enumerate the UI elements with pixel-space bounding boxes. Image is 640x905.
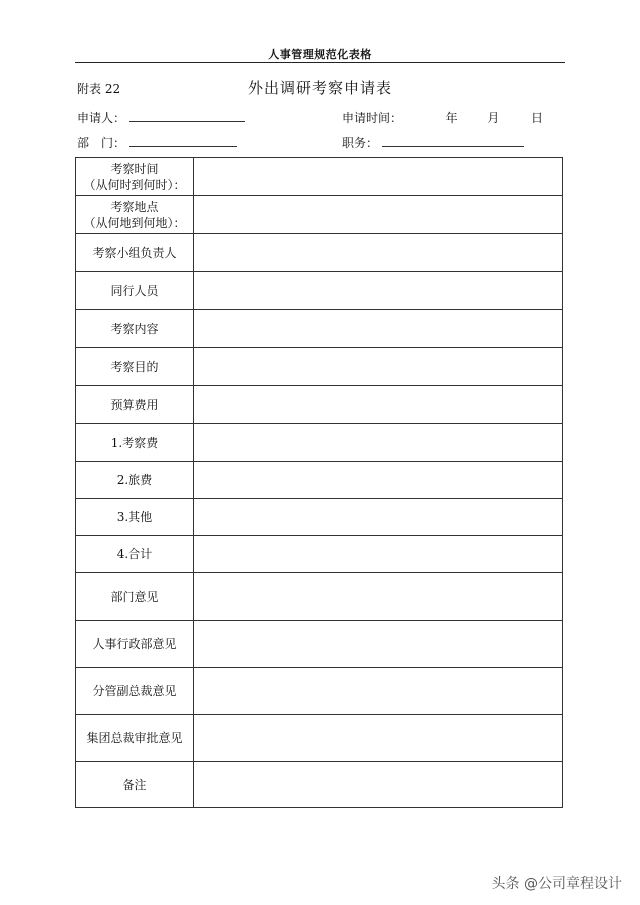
row-label-inspection-time: [76, 158, 194, 196]
table-row: [76, 310, 563, 348]
department-label: 部 门：: [77, 136, 126, 150]
row-label-hr-opinion: 人事行政部意见: [76, 621, 194, 668]
day-label: 日: [531, 111, 544, 125]
apply-time-field: [342, 109, 543, 126]
department-field: [77, 134, 237, 151]
row-label-team-leader: 考察小组负责人: [76, 234, 194, 272]
value-cell-companions[interactable]: [194, 272, 563, 310]
table-row: [76, 621, 563, 668]
attachment-number: 附表 22: [77, 82, 121, 96]
row-label-content: 考察内容: [76, 310, 194, 348]
row-label-remarks: 备注: [76, 762, 194, 808]
row-label-subtext: （从何地到何地）：: [83, 215, 186, 230]
row-label-companions: 同行人员: [76, 272, 194, 310]
value-cell-hr-opinion[interactable]: [194, 621, 563, 668]
value-cell-vp-opinion[interactable]: [194, 668, 563, 715]
row-label-inspection-location: [76, 196, 194, 234]
table-row: [76, 348, 563, 386]
form-title: 外出调研考察申请表: [247, 79, 392, 97]
value-cell-inspection-location[interactable]: [194, 196, 563, 234]
value-cell-purpose[interactable]: [194, 348, 563, 386]
value-cell-president-approval[interactable]: [194, 715, 563, 762]
value-cell-total[interactable]: [194, 536, 563, 573]
table-row: [76, 386, 563, 424]
row-label-text: 考察地点: [110, 199, 159, 214]
row-label-subtext: （从何时到何时）：: [83, 177, 186, 192]
row-label-travel-fee: 2.旅费: [76, 462, 194, 499]
table-row: [76, 715, 563, 762]
position-field: [342, 134, 524, 151]
row-label-vp-opinion: 分管副总裁意见: [76, 668, 194, 715]
row-label-dept-opinion: 部门意见: [76, 573, 194, 621]
value-cell-travel-fee[interactable]: [194, 462, 563, 499]
value-cell-content[interactable]: [194, 310, 563, 348]
applicant-label: 申请人：: [77, 111, 126, 125]
table-row: [76, 573, 563, 621]
row-label-total: 4.合计: [76, 536, 194, 573]
header-divider: [75, 62, 565, 63]
row-label-other: 3.其他: [76, 499, 194, 536]
applicant-input-line[interactable]: [129, 109, 245, 122]
position-input-line[interactable]: [382, 134, 524, 147]
table-row: [76, 196, 563, 234]
row-label-inspection-fee: 1.考察费: [76, 424, 194, 462]
table-row: [76, 272, 563, 310]
value-cell-budget[interactable]: [194, 386, 563, 424]
value-cell-dept-opinion[interactable]: [194, 573, 563, 621]
header-title: 人事管理规范化表格: [268, 48, 372, 61]
applicant-field: [77, 109, 245, 126]
table-row: [76, 536, 563, 573]
value-cell-inspection-fee[interactable]: [194, 424, 563, 462]
apply-time-label: 申请时间：: [342, 111, 403, 125]
application-table: [75, 157, 563, 808]
value-cell-team-leader[interactable]: [194, 234, 563, 272]
table-row: [76, 234, 563, 272]
watermark: 头条 @公司章程设计: [491, 876, 622, 892]
table-row: [76, 158, 563, 196]
value-cell-other[interactable]: [194, 499, 563, 536]
table-row: [76, 762, 563, 808]
value-cell-inspection-time[interactable]: [194, 158, 563, 196]
row-label-purpose: 考察目的: [76, 348, 194, 386]
table-row: [76, 462, 563, 499]
department-input-line[interactable]: [129, 134, 237, 147]
month-label: 月: [487, 111, 500, 125]
year-label: 年: [445, 111, 458, 125]
position-label: 职务：: [342, 136, 379, 150]
row-label-budget: 预算费用: [76, 386, 194, 424]
value-cell-remarks[interactable]: [194, 762, 563, 808]
table-row: [76, 424, 563, 462]
row-label-text: 考察时间: [110, 161, 159, 176]
table-row: [76, 668, 563, 715]
table-row: [76, 499, 563, 536]
row-label-president-approval: 集团总裁审批意见: [76, 715, 194, 762]
